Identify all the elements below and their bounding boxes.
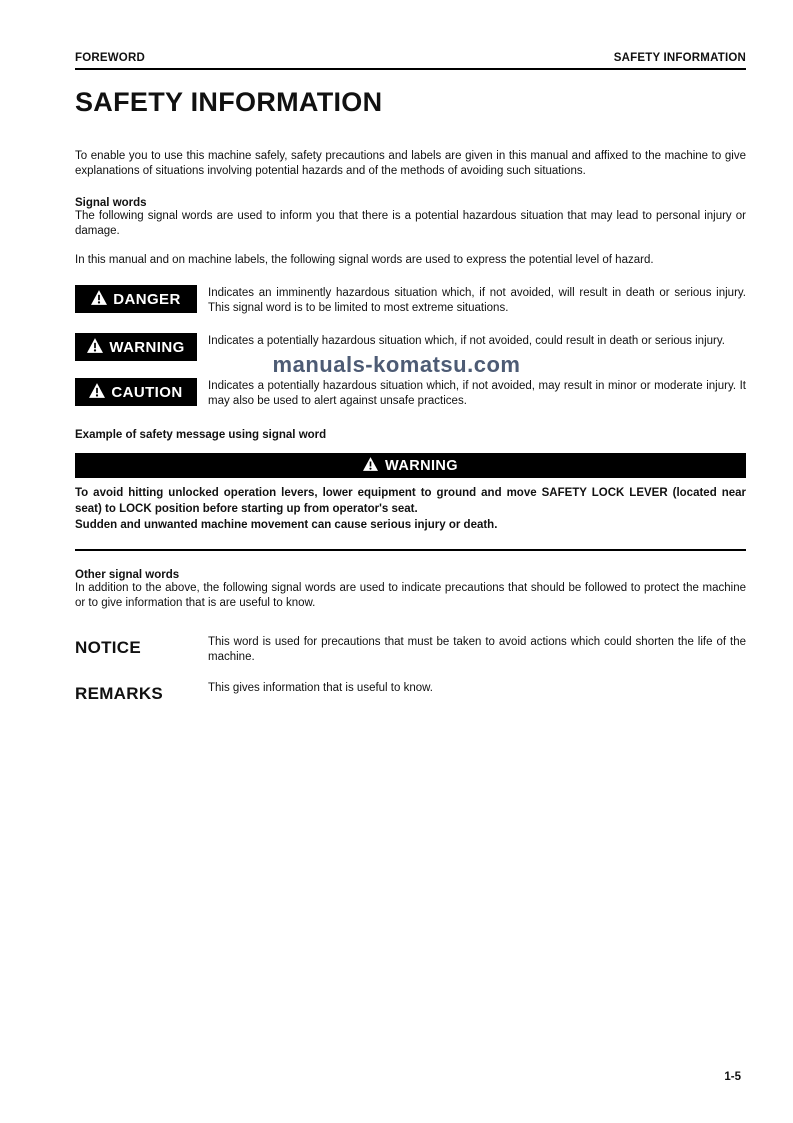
warning-triangle-icon	[363, 457, 378, 475]
page-content	[75, 52, 746, 704]
warning-message	[75, 485, 746, 533]
warning-triangle-icon	[87, 338, 103, 357]
warning-triangle-icon	[91, 290, 107, 309]
danger-row	[75, 285, 746, 316]
caution-signal-box	[75, 378, 197, 406]
notice-row	[75, 635, 746, 665]
running-header	[75, 52, 746, 64]
caution-description: Indicates a potentially hazardous situation which, if not avoided, may result in minor or moderate injury. It may also be used to alert against unsafe practices.	[208, 380, 746, 407]
example-heading: Example of safety message using signal word	[75, 429, 327, 441]
signal-words-paragraph-2: In this manual and on machine labels, the following signal words are used to express the potential level of hazard.	[75, 254, 654, 266]
page-title: SAFETY INFORMATION	[75, 87, 383, 117]
warning-banner-label: WARNING	[385, 457, 458, 474]
danger-description: Indicates an imminently hazardous situation which, if not avoided, will result in death or serious injury. This signal word is to be limited to most extreme situations.	[208, 287, 746, 314]
notice-label: NOTICE	[75, 638, 142, 657]
other-signal-words-heading: Other signal words	[75, 569, 180, 581]
warning-message-line-2: Sudden and unwanted machine movement can cause serious injury or death.	[75, 519, 498, 531]
remarks-description: This gives information that is useful to know.	[208, 682, 433, 694]
intro-paragraph: To enable you to use this machine safely, safety precautions and labels are given in this manual and affixed to the machine to give explanations of situations involving potential hazards and of the methods of avoiding such situations.	[75, 150, 746, 177]
warning-banner	[75, 453, 746, 478]
warning-message-line-1: To avoid hitting unlocked operation levers, lower equipment to ground and move SAFETY LOCK LEVER (located near seat) to LOCK position before starting up from operator's seat.	[75, 487, 746, 515]
page-number: 1-5	[724, 1071, 741, 1083]
signal-words-paragraph-1: The following signal words are used to inform you that there is a potential hazardous situation that may lead to personal injury or damage.	[75, 210, 746, 237]
remarks-row	[75, 681, 746, 704]
danger-signal-box	[75, 285, 197, 313]
header-rule	[75, 68, 746, 70]
warning-label: WARNING	[109, 338, 185, 356]
notice-description: This word is used for precautions that must be taken to avoid actions which could shorten the life of the machine.	[208, 636, 746, 663]
caution-label: CAUTION	[111, 383, 183, 401]
header-left-label: FOREWORD	[75, 52, 145, 64]
other-signal-words-paragraph: In addition to the above, the following signal words are used to indicate precautions that should be followed to protect the machine or to give information that is are useful to know.	[75, 582, 746, 609]
danger-label: DANGER	[113, 290, 181, 308]
remarks-label: REMARKS	[75, 684, 164, 703]
warning-description: Indicates a potentially hazardous situation which, if not avoided, could result in death or serious injury.	[208, 335, 725, 347]
header-right-label: SAFETY INFORMATION	[613, 52, 746, 64]
warning-triangle-icon	[89, 383, 105, 402]
warning-row	[75, 333, 746, 361]
warning-signal-box	[75, 333, 197, 361]
signal-words-heading: Signal words	[75, 197, 147, 209]
site-watermark: manuals-komatsu.com	[272, 352, 521, 377]
caution-row	[75, 378, 746, 409]
section-rule	[75, 549, 746, 551]
